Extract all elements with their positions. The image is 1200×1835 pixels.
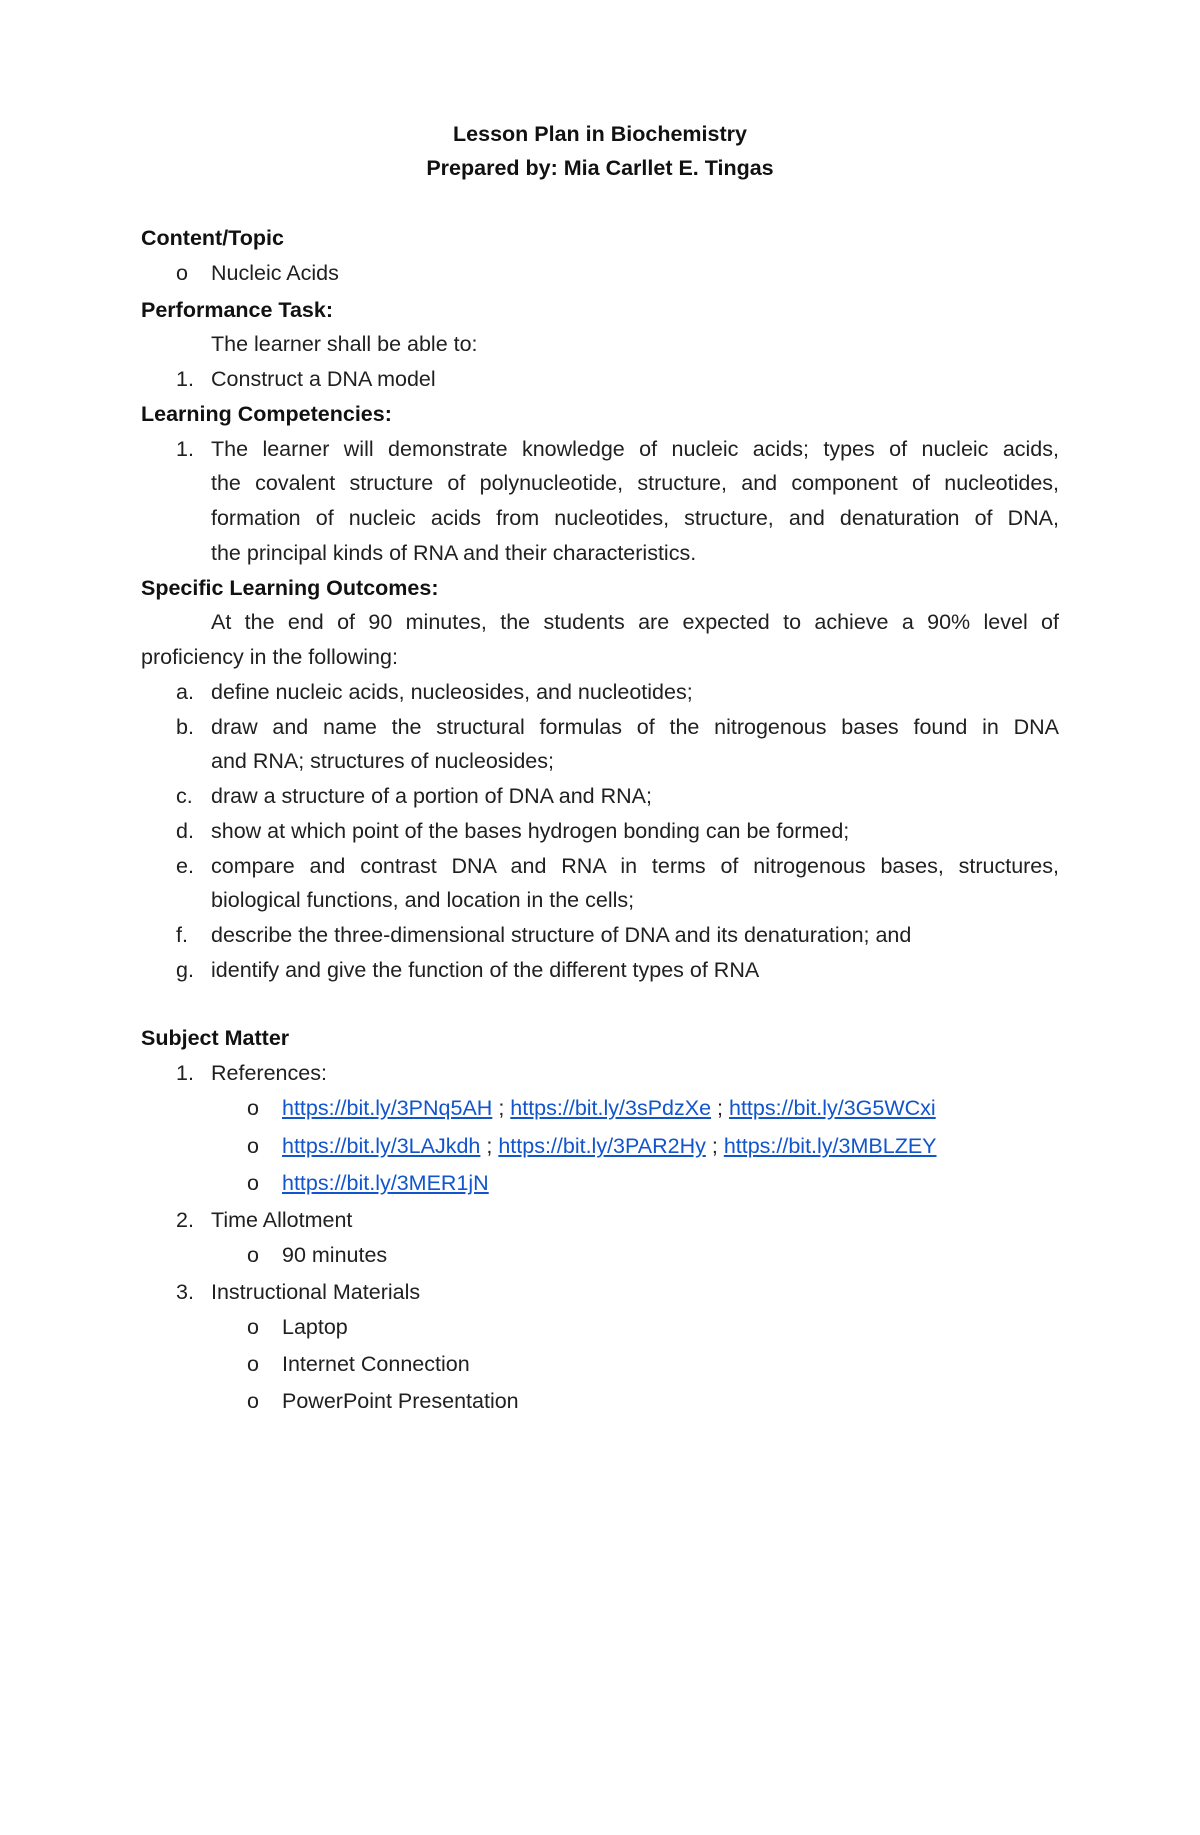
- page-title: Lesson Plan in Biochemistry: [453, 122, 747, 146]
- reference-link[interactable]: https://bit.ly/3MBLZEY: [723, 1134, 937, 1158]
- link-separator: ;: [498, 1096, 505, 1120]
- time-allotment-value: 90 minutes: [282, 1243, 388, 1267]
- bullet-marker: o: [247, 1096, 259, 1120]
- competency-line: the principal kinds of RNA and their characteristics.: [211, 541, 697, 565]
- material-item: PowerPoint Presentation: [282, 1389, 519, 1413]
- link-separator: ;: [711, 1134, 718, 1158]
- performance-task-item: Construct a DNA model: [211, 367, 436, 391]
- bullet-marker: o: [247, 1315, 259, 1339]
- bullet-marker: o: [247, 1134, 259, 1158]
- bullet-marker: o: [176, 261, 188, 285]
- outcome-item-cont: and RNA; structures of nucleosides;: [211, 749, 554, 773]
- prepared-by: Prepared by: Mia Carllet E. Tingas: [426, 156, 774, 180]
- outcomes-intro-cont: proficiency in the following:: [141, 645, 398, 669]
- reference-link[interactable]: https://bit.ly/3PAR2Hy: [498, 1134, 706, 1158]
- reference-link[interactable]: https://bit.ly/3MER1jN: [282, 1171, 489, 1195]
- performance-task-intro: The learner shall be able to:: [211, 332, 478, 356]
- content-topic-item: Nucleic Acids: [211, 261, 339, 285]
- outcome-item: draw and name the structural formulas of the nitrogenous bases found in DNA: [211, 715, 1059, 739]
- bullet-marker: o: [247, 1171, 259, 1195]
- list-marker: b.: [176, 715, 194, 739]
- outcome-item: describe the three-dimensional structure of DNA and its denaturation; and: [211, 923, 912, 947]
- outcome-item: define nucleic acids, nucleosides, and nucleotides;: [211, 680, 693, 704]
- outcomes-intro: At the end of 90 minutes, the students are expected to achieve a 90% level of: [211, 610, 1059, 634]
- competency-line: formation of nucleic acids from nucleotides, structure, and denaturation of DNA,: [211, 506, 1059, 530]
- list-marker: g.: [176, 958, 194, 982]
- list-marker: 2.: [176, 1208, 194, 1232]
- reference-link[interactable]: https://bit.ly/3sPdzXe: [510, 1096, 712, 1120]
- list-marker: f.: [176, 923, 188, 947]
- learning-competencies-heading: Learning Competencies:: [141, 402, 392, 426]
- specific-outcomes-heading: Specific Learning Outcomes:: [141, 576, 439, 600]
- material-item: Laptop: [282, 1315, 348, 1339]
- outcome-item: compare and contrast DNA and RNA in terms of nitrogenous bases, structures,: [211, 854, 1059, 878]
- list-marker: 1.: [176, 1061, 194, 1085]
- list-marker: 1.: [176, 367, 194, 391]
- list-marker: 1.: [176, 437, 194, 461]
- performance-task-heading: Performance Task:: [141, 298, 333, 322]
- list-marker: c.: [176, 784, 193, 808]
- references-label: References:: [211, 1061, 327, 1085]
- outcome-item: identify and give the function of the different types of RNA: [211, 958, 760, 982]
- time-allotment-label: Time Allotment: [211, 1208, 353, 1232]
- bullet-marker: o: [247, 1352, 259, 1376]
- outcome-item: draw a structure of a portion of DNA and RNA;: [211, 784, 652, 808]
- material-item: Internet Connection: [282, 1352, 470, 1376]
- competency-line: the covalent structure of polynucleotide, structure, and component of nucleotides,: [211, 471, 1059, 495]
- competency-line: The learner will demonstrate knowledge of nucleic acids; types of nucleic acids,: [211, 437, 1059, 461]
- content-topic-heading: Content/Topic: [141, 226, 284, 250]
- link-separator: ;: [486, 1134, 493, 1158]
- bullet-marker: o: [247, 1243, 259, 1267]
- reference-link[interactable]: https://bit.ly/3PNq5AH: [282, 1096, 493, 1120]
- reference-link[interactable]: https://bit.ly/3LAJkdh: [282, 1134, 481, 1158]
- reference-row: [282, 1173, 489, 1195]
- reference-link[interactable]: https://bit.ly/3G5WCxi: [729, 1096, 936, 1120]
- list-marker: e.: [176, 854, 194, 878]
- reference-row: [282, 1098, 936, 1120]
- subject-matter-heading: Subject Matter: [141, 1026, 290, 1050]
- link-separator: ;: [717, 1096, 724, 1120]
- list-marker: d.: [176, 819, 194, 843]
- outcome-item: show at which point of the bases hydrogen bonding can be formed;: [211, 819, 850, 843]
- instructional-materials-label: Instructional Materials: [211, 1280, 421, 1304]
- bullet-marker: o: [247, 1389, 259, 1413]
- list-marker: a.: [176, 680, 194, 704]
- outcome-item-cont: biological functions, and location in the cells;: [211, 888, 635, 912]
- list-marker: 3.: [176, 1280, 194, 1304]
- reference-row: [282, 1136, 937, 1158]
